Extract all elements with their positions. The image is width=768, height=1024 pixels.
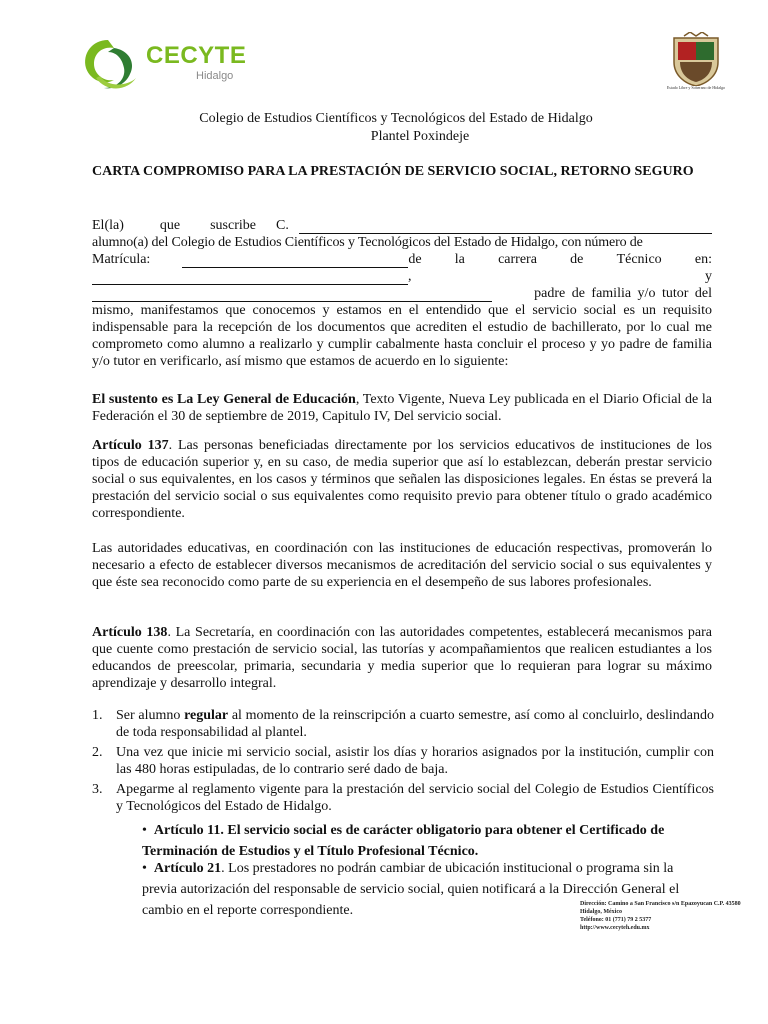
list-item xyxy=(92,744,714,778)
list-number: 1. xyxy=(92,708,103,723)
article-137-label: Artículo 137 xyxy=(92,438,169,453)
footer-city: Hidalgo, México xyxy=(580,909,622,915)
cecyte-swirl-icon xyxy=(78,34,144,96)
article-21-text: . Los prestadores no podrán cambiar de ubicación institucional o programa sin la previa autorización del responsable de servicio social, quien notificará a la Dirección General el cambio en el reporte correspondiente. xyxy=(142,861,680,918)
legal-basis-text: , Texto Vigente, Nueva Ley publicada en el Diario Oficial de la Federación el 30 de septiembre de 2019, Capitulo IV, Del servicio social. xyxy=(92,392,712,424)
footer-address: Dirección: Camino a San Francisco s/n Epazoyucan C.P. 43580 xyxy=(580,901,741,907)
cecyte-logo xyxy=(78,34,268,96)
bullet: • xyxy=(142,823,147,838)
authorities-paragraph: Las autoridades educativas, en coordinación con las instituciones de educación respectivas, promoverán lo necesario a efecto de establecer diversos mecanismos de acreditación del servicio social o sus equivalentes y que éste sea reconocido como parte de su experiencia en el desempeño de sus labores profesionales. xyxy=(92,541,712,590)
commitment-list xyxy=(92,707,714,818)
form-word: de xyxy=(408,252,422,267)
footer-web-link[interactable]: http://www.cecyteh.edu.mx xyxy=(580,925,650,931)
cecyte-wordmark: CECYTE xyxy=(146,42,247,69)
article-138-paragraph xyxy=(92,624,712,692)
article-11-item xyxy=(142,820,712,862)
career-field[interactable] xyxy=(92,271,408,285)
form-word: y xyxy=(705,269,712,284)
address-footer xyxy=(580,900,756,932)
article-11-text: . El servicio social es de carácter obligatorio para obtener el Certificado de Terminación de Estudios y el Título Profesional Técnico. xyxy=(142,823,665,859)
form-word: suscribe xyxy=(210,218,256,233)
article-137-text: . Las personas beneficiadas directamente por los servicios educativos de instituciones de los tipos de educación superior y, en su caso, de media superior que así lo establezcan, deberán prestar servicio social o sus equivalentes, en los casos y términos que señalen las disposiciones legales. En éstas se preverá la prestación del servicio social o sus equivalentes como requisito previo para obtener título o grado académico correspondiente. xyxy=(92,438,713,521)
parent-label: padre de familia y/o tutor del xyxy=(534,286,712,301)
list-number: 2. xyxy=(92,745,103,760)
form-word: carrera xyxy=(498,252,537,267)
article-137-paragraph xyxy=(92,437,712,522)
list-number: 3. xyxy=(92,782,103,797)
form-line-2: alumno(a) del Colegio de Estudios Científicos y Tecnológicos del Estado de Hidalgo, con número de xyxy=(92,235,643,250)
form-word: la xyxy=(454,252,465,267)
article-138-text: . La Secretaría, en coordinación con las autoridades competentes, establecerá mecanismos para que cuente como prestación de servicio social, las tutorías y acompañamientos que realicen estudiantes a los educandos de preescolar, primaria, secundaria y media superior que lo requieran para lograr su máximo aprendizaje y desarrollo integral. xyxy=(92,625,713,691)
list-item-text: al momento de la reinscripción a cuarto semestre, así como al concluirlo, deslindando de toda responsabilidad al plantel. xyxy=(116,708,715,740)
legal-basis-bold: El sustento es La Ley General de Educación xyxy=(92,392,356,407)
matricula-label: Matrícula: xyxy=(92,252,151,267)
student-name-field[interactable] xyxy=(299,220,712,234)
list-item xyxy=(92,707,714,741)
coat-of-arms-icon xyxy=(670,32,722,92)
list-item-text: Ser alumno xyxy=(116,708,185,723)
article-21-label: Artículo 21 xyxy=(153,861,222,876)
matricula-field[interactable] xyxy=(182,254,408,268)
cecyte-state-label: Hidalgo xyxy=(196,70,234,82)
commitment-paragraph: mismo, manifestamos que conocemos y estamos en el entendido que el servicio social es un requisito indispensable para la recepción de los documentos que acrediten el estudio de bachillerato, por lo cual me comprometo como alumno a realizarlo y cumplir cabalmente hasta concluir el proceso y yo padre de familia y/o tutor en verificarlo, así mismo que estamos de acuerdo en lo siguiente: xyxy=(92,303,712,369)
campus-name: Plantel Poxindeje xyxy=(370,129,470,144)
form-word: en: xyxy=(694,252,712,267)
article-11-label: Artículo 11 xyxy=(153,823,221,838)
seal-caption: Estado Libre y Soberano de Hidalgo xyxy=(666,85,726,90)
institution-name: Colegio de Estudios Científicos y Tecnológicos del Estado de Hidalgo xyxy=(199,111,593,126)
list-item xyxy=(92,781,714,815)
form-comma: , xyxy=(408,269,412,284)
document-title: CARTA COMPROMISO PARA LA PRESTACIÓN DE SERVICIO SOCIAL, RETORNO SEGURO xyxy=(92,164,694,179)
legal-basis-paragraph xyxy=(92,391,712,425)
footer-phone: Teléfono: 01 (771) 79 2 5377 xyxy=(580,917,652,923)
form-word: C. xyxy=(275,218,289,233)
form-word: El(la) xyxy=(92,218,124,233)
form-word: Técnico xyxy=(616,252,662,267)
bullet: • xyxy=(142,861,147,876)
list-item-text: Una vez que inicie mi servicio social, asistir los días y horarios asignados por la institución, cumplir con las 480 horas estipuladas, de lo contrario seré dado de baja. xyxy=(116,745,714,777)
list-item-text: Apegarme al reglamento vigente para la prestación del servicio social del Colegio de Estudios Científicos y Tecnológicos del Estado de Hidalgo. xyxy=(116,782,714,814)
article-138-label: Artículo 138 xyxy=(92,625,168,640)
list-item-bold: regular xyxy=(184,708,229,723)
student-form xyxy=(92,217,712,302)
form-word: que xyxy=(159,218,181,233)
form-word: de xyxy=(570,252,584,267)
parent-name-field[interactable] xyxy=(92,288,492,302)
